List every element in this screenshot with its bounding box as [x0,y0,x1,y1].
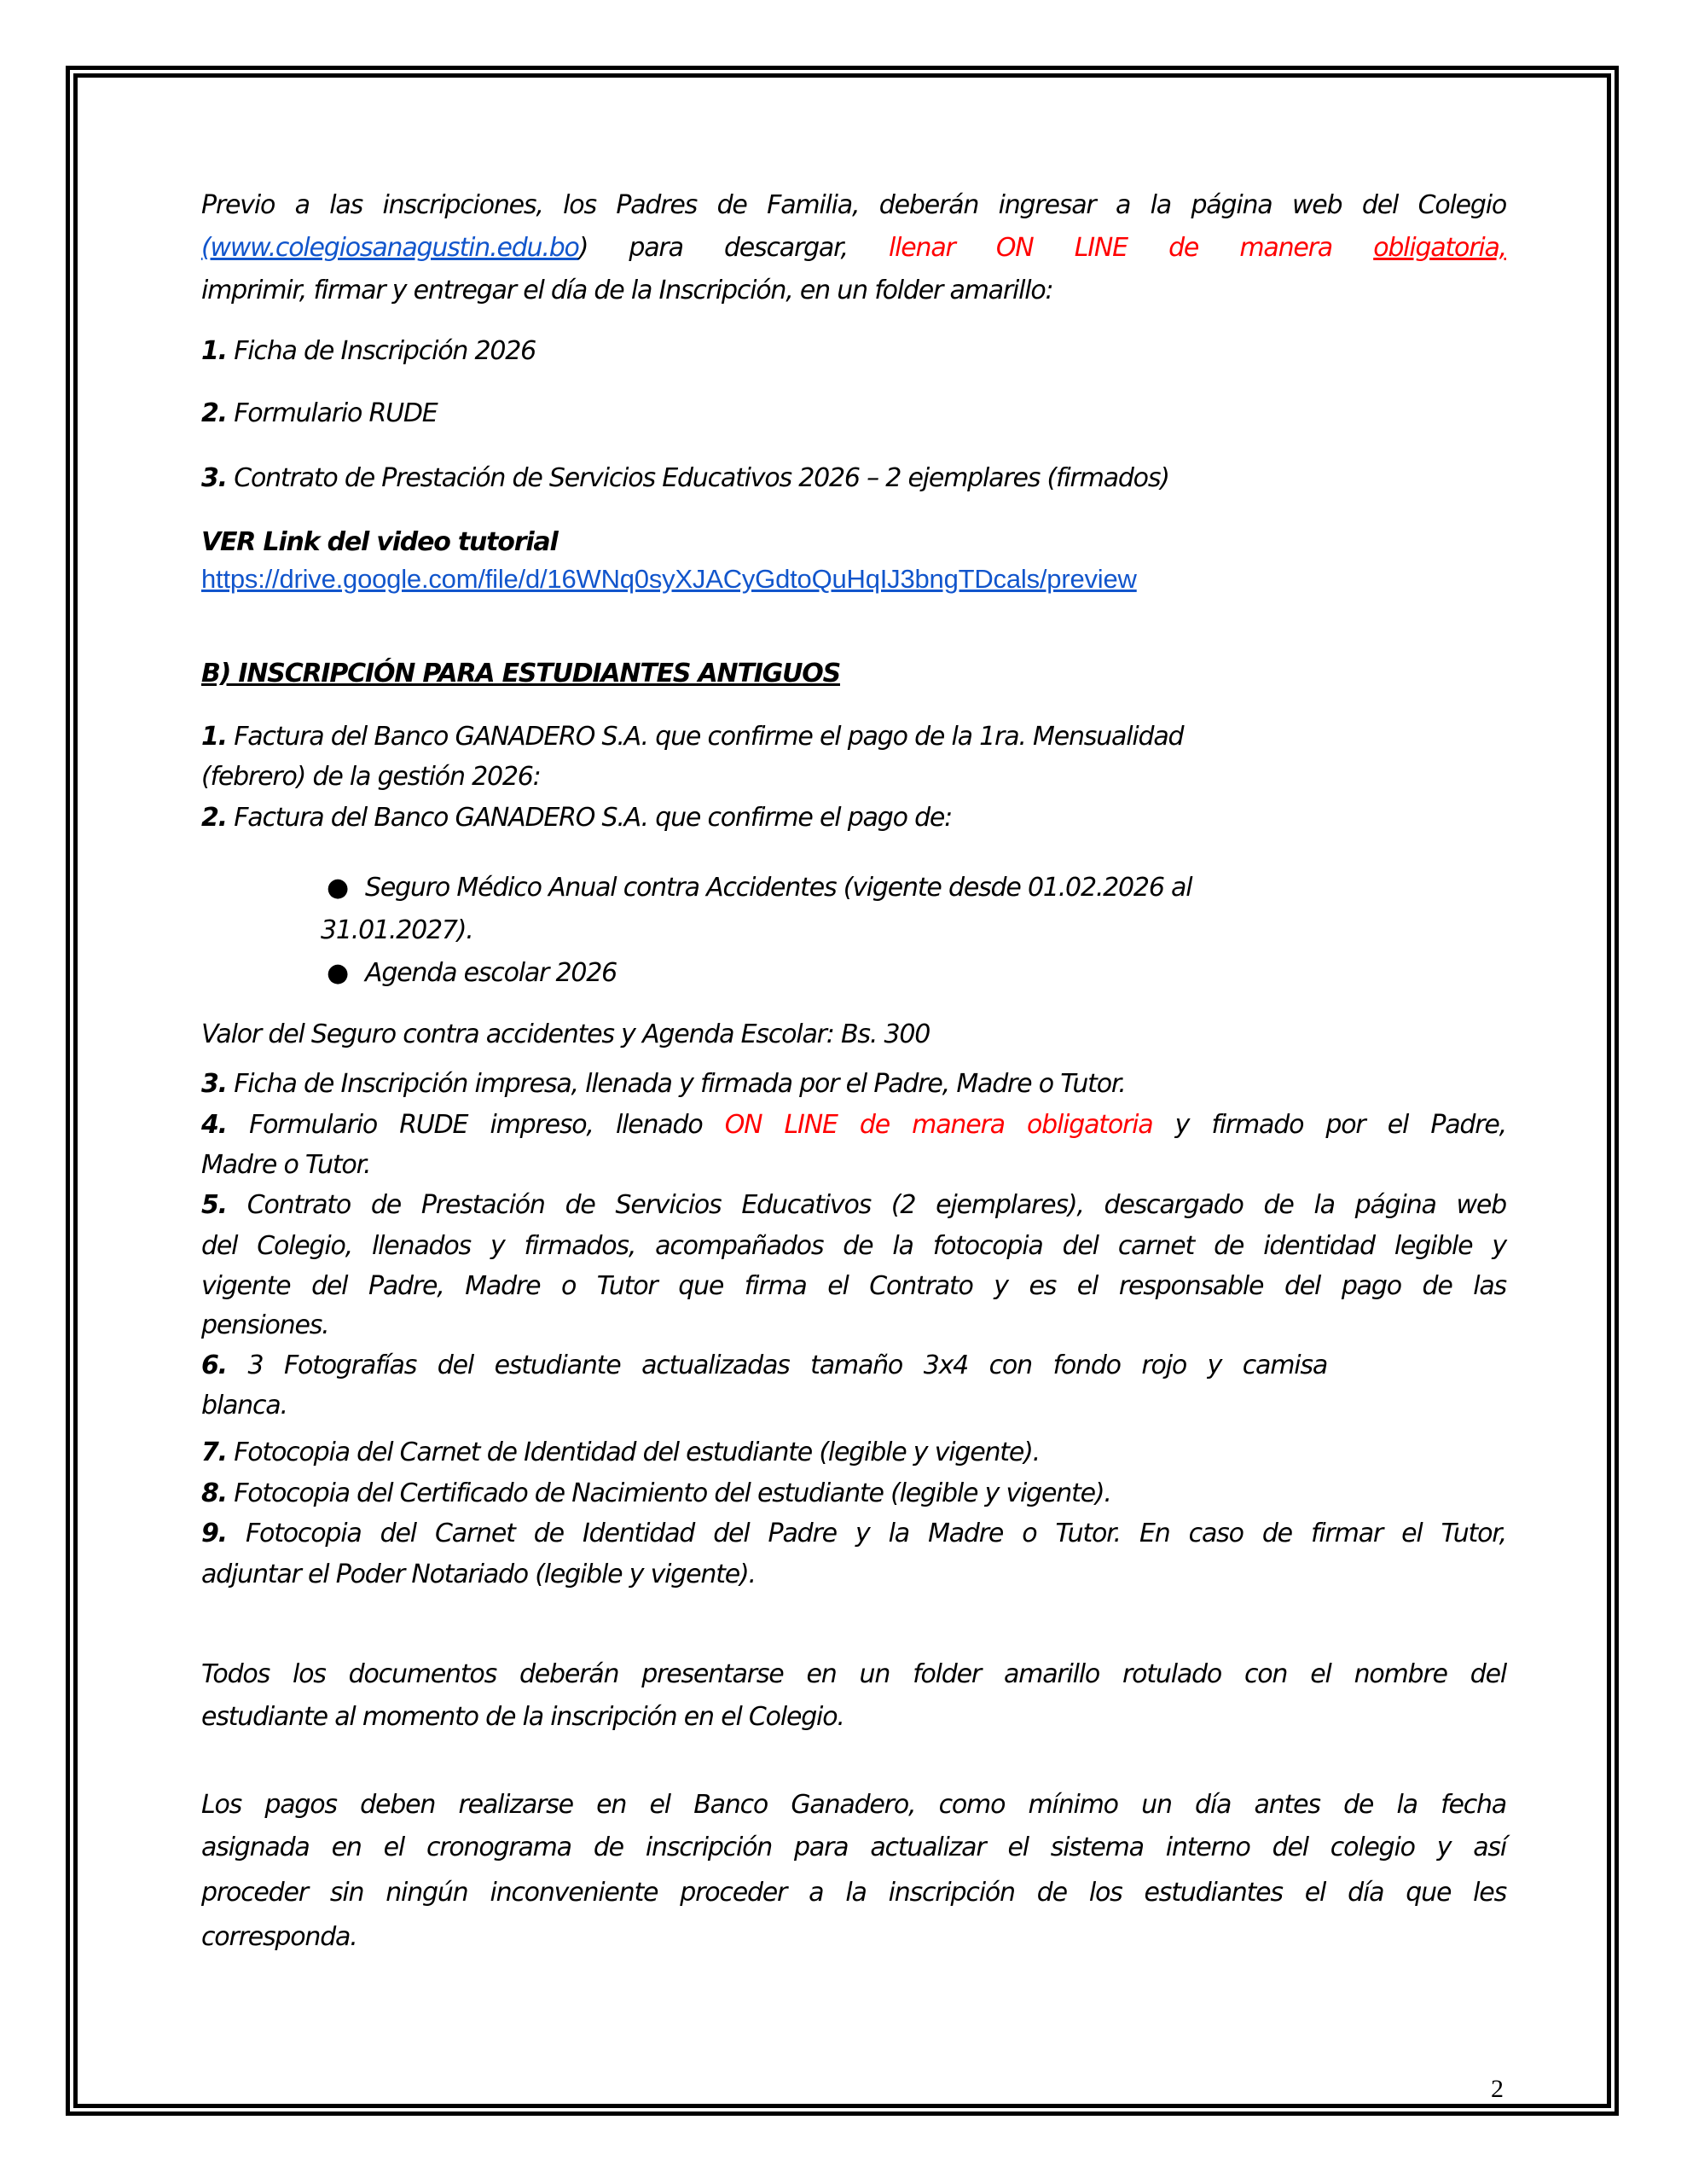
list-item: 1. Ficha de Inscripción 2026 [201,336,536,366]
bullet-icon: ● [327,958,348,988]
list-item: 2. Formulario RUDE [201,398,438,428]
closing-paragraph-1-line: Todos los documentos deberán presentarse en un folder amarillo rotulado con el nombre del [201,1659,1506,1689]
list-item-continuation: Madre o Tutor. [201,1150,371,1180]
list-item-continuation: pensiones. [201,1310,329,1340]
video-tutorial-link[interactable]: https://drive.google.com/file/d/16WNq0syXJACyGdtoQuHqIJ3bngTDcals/preview [201,564,1137,594]
online-mandatory-text: llenar ON LINE de manera [889,233,1332,263]
intro-line-1: Previo a las inscripciones, los Padres de Familia, deberán ingresar a la página web del Colegio [201,190,1506,220]
list-item-continuation: del Colegio, llenados y firmados, acompañados de la fotocopia del carnet de identidad legible y [201,1231,1506,1261]
page-number: 2 [1491,2075,1504,2103]
list-item: 4. Formulario RUDE impreso, llenado ON LINE de manera obligatoria y firmado por el Padre, [201,1110,1506,1140]
list-item: 6. 3 Fotografías del estudiante actualizadas tamaño 3x4 con fondo rojo y camisa [201,1350,1327,1380]
list-item: 1. Factura del Banco GANADERO S.A. que confirme el pago de la 1ra. Mensualidad [201,722,1184,752]
list-item: 9. Fotocopia del Carnet de Identidad del Padre y la Madre o Tutor. En caso de firmar el Tutor, [201,1519,1506,1548]
intro-line-3: imprimir, firmar y entregar el día de la Inscripción, en un folder amarillo: [201,276,1053,305]
list-item: 5. Contrato de Prestación de Servicios Educativos (2 ejemplares), descargado de la página web [201,1190,1506,1220]
list-item-continuation: adjuntar el Poder Notariado (legible y vigente). [201,1560,756,1589]
insurance-value-text: Valor del Seguro contra accidentes y Agenda Escolar: Bs. 300 [201,1019,930,1049]
intro-line-2: (www.colegiosanagustin.edu.bo) para descargar, llenar ON LINE de manera obligatoria, [201,233,1506,263]
video-tutorial-label: VER Link del video tutorial [201,527,558,557]
list-item: 2. Factura del Banco GANADERO S.A. que confirme el pago de: [201,803,953,833]
website-link[interactable]: (www.colegiosanagustin.edu.bo [201,233,579,263]
online-mandatory-text: ON LINE de manera obligatoria [724,1110,1153,1140]
closing-paragraph-2-line: corresponda. [201,1922,357,1952]
bullet-icon: ● [327,873,348,903]
list-item: 3. Contrato de Prestación de Servicios Educativos 2026 – 2 ejemplares (firmados) [201,463,1169,493]
obligatoria-text: obligatoria, [1373,233,1506,263]
section-b-heading: B) INSCRIPCIÓN PARA ESTUDIANTES ANTIGUOS [201,659,840,688]
closing-paragraph-1-line: estudiante al momento de la inscripción en el Colegio. [201,1702,844,1732]
list-item: 3. Ficha de Inscripción impresa, llenada y firmada por el Padre, Madre o Tutor. [201,1069,1126,1099]
list-item-continuation: (febrero) de la gestión 2026: [201,762,541,792]
bullet-item-continuation: 31.01.2027). [321,915,473,945]
list-item: 8. Fotocopia del Certificado de Nacimiento del estudiante (legible y vigente). [201,1478,1111,1508]
closing-paragraph-2-line: Los pagos deben realizarse en el Banco Ganadero, como mínimo un día antes de la fecha [201,1790,1506,1820]
list-item-continuation: blanca. [201,1391,287,1420]
closing-paragraph-2-line: proceder sin ningún inconveniente proceder a la inscripción de los estudiantes el día que les [201,1878,1506,1908]
list-item: 7. Fotocopia del Carnet de Identidad del estudiante (legible y vigente). [201,1438,1040,1467]
closing-paragraph-2-line: asignada en el cronograma de inscripción para actualizar el sistema interno del colegio y así [201,1833,1506,1862]
list-item-continuation: vigente del Padre, Madre o Tutor que firma el Contrato y es el responsable del pago de las [201,1271,1506,1301]
